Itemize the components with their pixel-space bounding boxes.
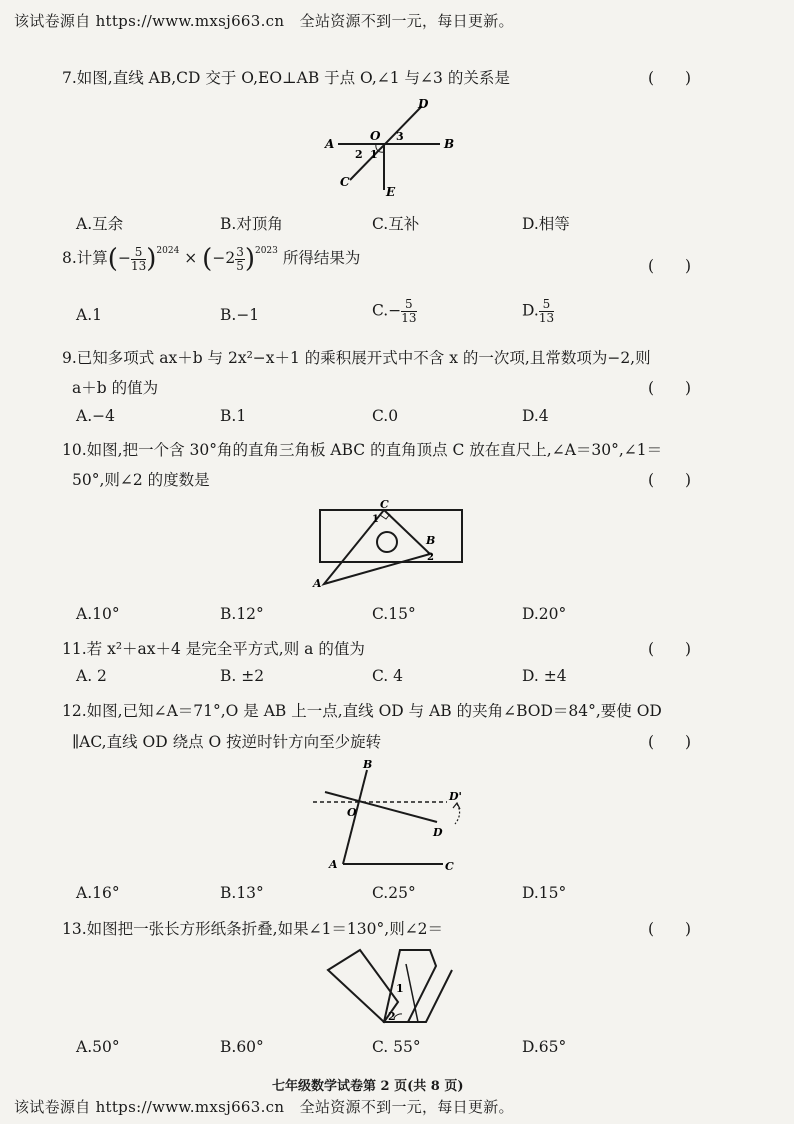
- label-a: A: [325, 137, 335, 151]
- q9-option-b: B.1: [220, 407, 247, 425]
- q13-option-b: B.60°: [220, 1038, 264, 1056]
- label-a: A: [313, 577, 322, 590]
- rotation-arrowhead: [453, 803, 460, 809]
- answer-paren-q9: ( ): [648, 379, 692, 397]
- question-12-line-2: ∥AC,直线 OD 绕点 O 按逆时针方向至少旋转: [72, 733, 382, 751]
- watermark-top: 该试卷源自 https://www.mxsj663.cn 全站资源不到一元，每日更新。: [14, 12, 514, 30]
- q7-figure: [320, 96, 460, 201]
- q13-option-d: D.65°: [522, 1038, 567, 1056]
- label-e: E: [386, 185, 396, 199]
- q10-figure: [310, 498, 470, 593]
- label-o: O: [370, 129, 381, 143]
- question-11-stem: 11.若 x²＋ax＋4 是完全平方式,则 a 的值为: [62, 640, 365, 658]
- label-angle-3: 3: [396, 130, 404, 143]
- q12-option-a: A.16°: [76, 884, 120, 902]
- answer-paren-q10: ( ): [648, 471, 692, 489]
- label-angle-1: 1: [370, 148, 378, 161]
- q10-option-c: C.15°: [372, 605, 416, 623]
- q8-exponent-2: 2023: [254, 246, 278, 256]
- q13-figure: [322, 946, 472, 1030]
- q8-fraction-1: $\frac{5}{13}$: [130, 244, 147, 273]
- label-b: B: [444, 137, 455, 151]
- question-9-line-2: a＋b 的值为: [72, 379, 159, 397]
- label-c: C: [445, 860, 454, 873]
- q8-mixed-whole: −2: [212, 249, 236, 267]
- question-13-stem: 13.如图把一张长方形纸条折叠,如果∠1＝130°,则∠2＝: [62, 920, 444, 938]
- label-d: D: [418, 97, 429, 111]
- q7-option-b: B.对顶角: [220, 215, 283, 233]
- label-angle-2: 2: [355, 148, 363, 161]
- label-angle-2: 2: [388, 1010, 396, 1023]
- q7-option-c: C.互补: [372, 215, 420, 233]
- label-c: C: [380, 498, 389, 511]
- q10-option-b: B.12°: [220, 605, 264, 623]
- q8-option-d: D. $\frac{5}{13}$: [522, 297, 555, 325]
- question-10-line-2: 50°,则∠2 的度数是: [72, 471, 210, 489]
- q9-option-d: D.4: [522, 407, 549, 425]
- label-angle-2: 2: [427, 552, 434, 563]
- answer-paren-q8: ( ): [648, 257, 692, 275]
- line-od: [325, 792, 437, 822]
- q12-option-b: B.13°: [220, 884, 264, 902]
- question-9-line-1: 9.已知多项式 ax＋b 与 2x²−x＋1 的乘积展开式中不含 x 的一次项,且常数项为−2,则: [62, 349, 651, 367]
- q7-option-a: A.互余: [76, 215, 124, 233]
- q12-option-d: D.15°: [522, 884, 567, 902]
- triangle-hole: [377, 532, 397, 552]
- q13-option-a: A.50°: [76, 1038, 120, 1056]
- label-o: O: [347, 806, 357, 819]
- question-8-stem: 8.计算(− $\frac{5}{13}$ )$^{2024}$ × (−2 $\frac{3}{5}$ )$^{2023}$ 所得结果为: [62, 244, 361, 274]
- q11-option-a: A. 2: [76, 667, 107, 685]
- question-7-stem: 7.如图,直线 AB,CD 交于 O,EO⊥AB 于点 O,∠1 与∠3 的关系是: [62, 69, 510, 87]
- label-a: A: [329, 858, 338, 871]
- q10-option-a: A.10°: [76, 605, 120, 623]
- label-b: B: [426, 534, 436, 547]
- q8-exponent-1: 2024: [156, 246, 180, 256]
- q11-option-c: C. 4: [372, 667, 404, 685]
- q8-times: ×: [184, 249, 198, 267]
- label-d-prime: D': [449, 790, 462, 803]
- label-angle-1: 1: [372, 514, 379, 525]
- q8-option-b: B.−1: [220, 306, 260, 324]
- label-b: B: [363, 758, 373, 771]
- answer-paren-q13: ( ): [648, 920, 692, 938]
- q8-prefix: 8.计算: [62, 249, 108, 267]
- q8-fraction-2: $\frac{3}{5}$: [236, 244, 244, 273]
- q12-figure: [305, 756, 480, 876]
- watermark-bottom: 该试卷源自 https://www.mxsj663.cn 全站资源不到一元，每日更新。: [14, 1098, 514, 1116]
- q13-option-c: C. 55°: [372, 1038, 421, 1056]
- label-c: C: [340, 175, 350, 189]
- answer-paren-q12: ( ): [648, 733, 692, 751]
- q9-option-c: C.0: [372, 407, 399, 425]
- answer-paren-q7: ( ): [648, 69, 692, 87]
- q8-option-c: C.− $\frac{5}{13}$: [372, 297, 417, 325]
- q11-option-d: D. ±4: [522, 667, 567, 685]
- page-footer: 七年级数学试卷第 2 页(共 8 页): [272, 1079, 464, 1094]
- question-10-line-1: 10.如图,把一个含 30°角的直角三角板 ABC 的直角顶点 C 放在直尺上,∠A＝30°,∠1＝: [62, 441, 663, 459]
- q8-option-a: A.1: [76, 306, 102, 324]
- label-angle-1: 1: [396, 982, 404, 995]
- q11-option-b: B. ±2: [220, 667, 265, 685]
- q8-suffix: 所得结果为: [282, 249, 361, 267]
- label-d: D: [433, 826, 443, 839]
- answer-paren-q11: ( ): [648, 640, 692, 658]
- q12-option-c: C.25°: [372, 884, 416, 902]
- q10-option-d: D.20°: [522, 605, 567, 623]
- q7-option-d: D.相等: [522, 215, 570, 233]
- q9-option-a: A.−4: [76, 407, 115, 425]
- question-12-line-1: 12.如图,已知∠A＝71°,O 是 AB 上一点,直线 OD 与 AB 的夹角∠BOD＝84°,要使 OD: [62, 702, 662, 720]
- q8-minus-1: −: [117, 249, 131, 267]
